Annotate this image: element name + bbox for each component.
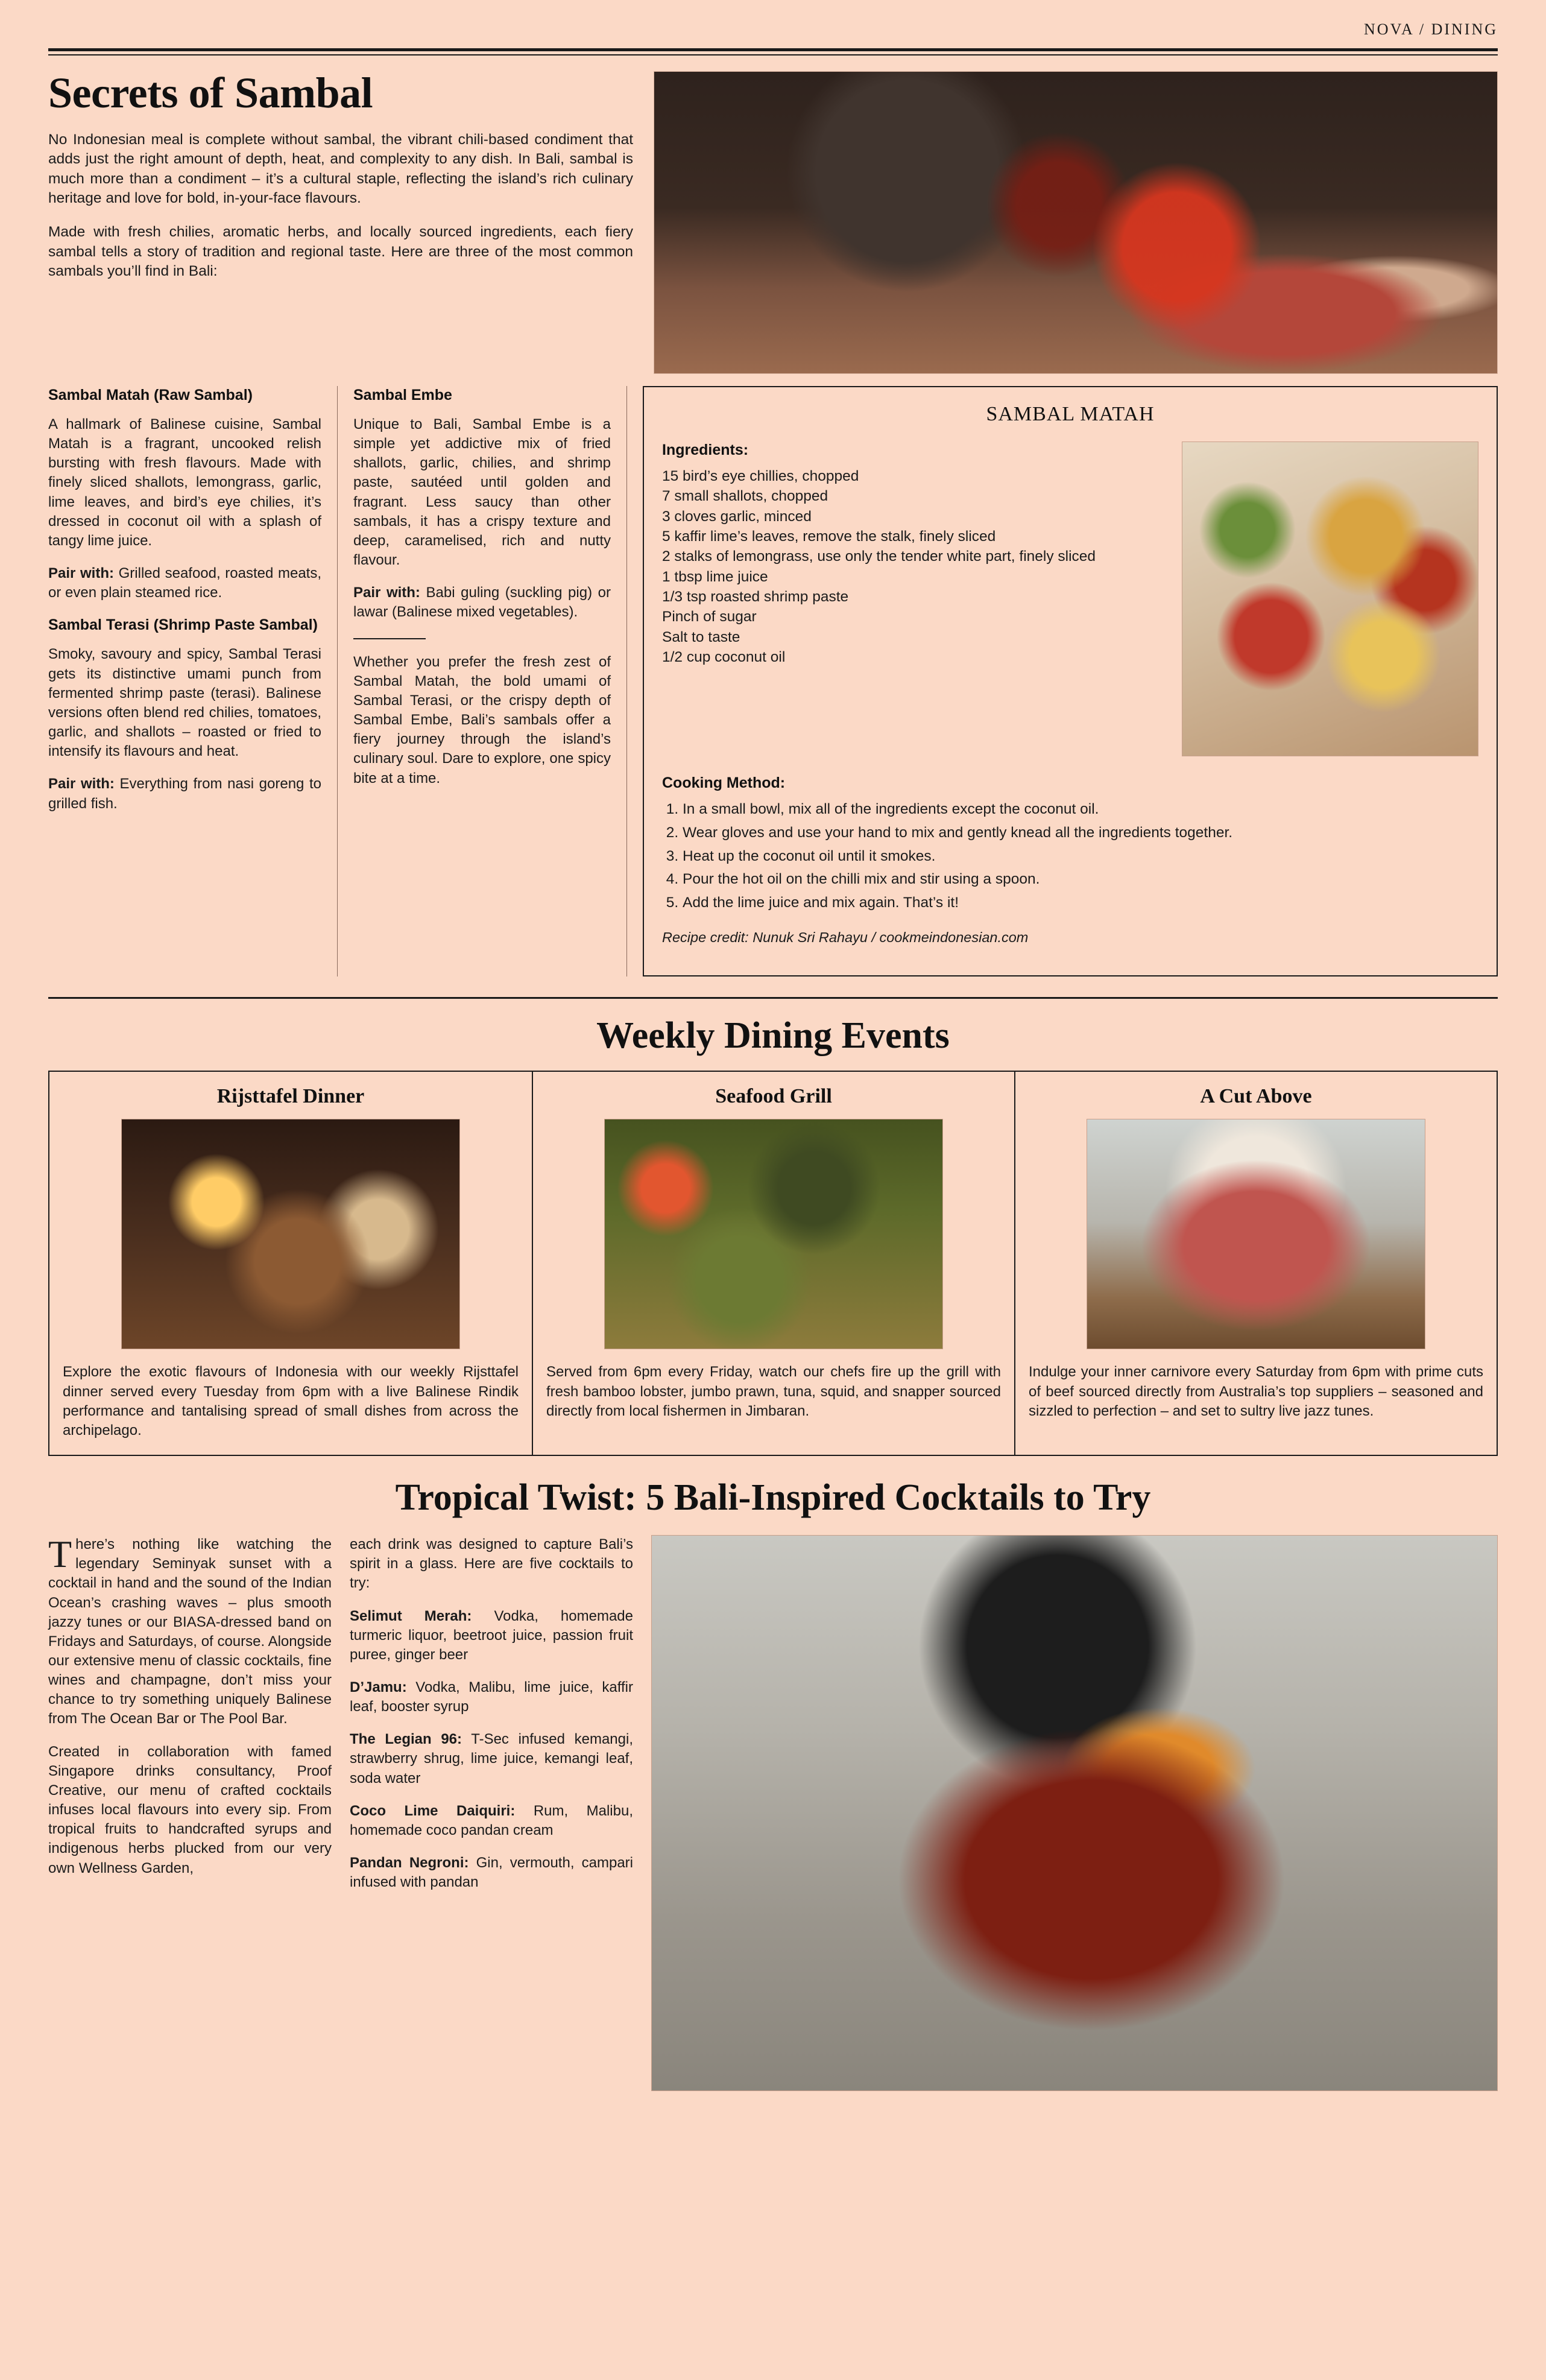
beef-rack-photo [1087, 1119, 1425, 1349]
event-title: A Cut Above [1200, 1085, 1312, 1108]
cocktails-column-one [48, 1535, 332, 2091]
sambal-matah-pairing [48, 564, 321, 603]
list-item: 1. In a small bowl, mix all of the ingredients except the coconut oil. [683, 799, 1478, 820]
cocktails-section-title: Tropical Twist: 5 Bali-Inspired Cocktails to Try [395, 1477, 1151, 1519]
list-item: 4. Pour the hot oil on the chilli mix and stir using a spoon. [683, 869, 1478, 890]
recipe-body [662, 442, 1478, 756]
events-section-rule [48, 997, 1498, 999]
pair-text: Babi guling (suckling pig) or lawar (Balinese mixed vegetables). [353, 584, 611, 621]
masthead-label: NOVA / DINING [1364, 21, 1498, 38]
cocktail-item-pandan-negroni [350, 1853, 633, 1892]
list-item: 5. Add the lime juice and mix again. That’s it! [683, 893, 1478, 914]
list-item: Salt to taste [662, 628, 740, 645]
masthead-rule-thick [48, 48, 1498, 51]
event-description: Served from 6pm every Friday, watch our chefs fire up the grill with fresh bamboo lobster, jumbo prawn, tuna, squid, and snapper sourced directly from local fishermen in Jimbaran. [546, 1364, 1001, 1419]
cocktail-glass-photo [651, 1535, 1498, 2091]
sambal-column-one [48, 386, 338, 976]
cocktails-column-two [350, 1535, 633, 2091]
list-item: 1/3 tsp roasted shrimp paste [662, 588, 849, 605]
events-section-title: Weekly Dining Events [596, 1015, 950, 1057]
column-divider [353, 638, 426, 639]
sambal-chilies-photo [654, 71, 1498, 374]
sambal-matah-heading: Sambal Matah (Raw Sambal) [48, 387, 253, 404]
event-card-a-cut-above [1014, 1072, 1497, 1455]
cocktail-desc: Vodka, homemade turmeric liquor, beetroot juice, passion fruit puree, ginger beer [350, 1607, 633, 1663]
sambal-embe-pairing [353, 583, 611, 622]
cocktail-item-selimut-merah [350, 1607, 633, 1665]
seafood-grill-photo [604, 1119, 943, 1349]
list-item: 7 small shallots, chopped [662, 488, 828, 505]
ingredients-label: Ingredients: [662, 442, 749, 458]
method-list [662, 799, 1478, 914]
sambal-column-two [338, 386, 627, 976]
method-label: Cooking Method: [662, 774, 786, 791]
cocktail-name: Coco Lime Daiquiri: [350, 1802, 516, 1819]
cocktail-item-the-legian-96 [350, 1730, 633, 1788]
cocktail-desc: T-Sec infused kemangi, strawberry shrug, lime juice, kemangi leaf, soda water [350, 1731, 633, 1787]
list-item: 1/2 cup coconut oil [662, 648, 786, 665]
sambal-embe-heading: Sambal Embe [353, 387, 452, 404]
event-title: Seafood Grill [715, 1085, 832, 1108]
event-card-rijsttafel [49, 1072, 532, 1455]
cocktails-article [48, 1535, 1498, 2091]
cocktail-desc: Vodka, Malibu, lime juice, kaffir leaf, booster syrup [350, 1679, 633, 1715]
list-item: Pinch of sugar [662, 609, 757, 625]
cocktail-name: The Legian 96: [350, 1731, 462, 1748]
sambal-intro-column [48, 71, 633, 374]
cocktails-paragraph-2: Created in collaboration with famed Singapore drinks consultancy, Proof Creative, our menu of crafted cocktails infuses local flavours into every sip. From tropical fruits to handcrafted syrups and indigenous herbs plucked from our very own Wellness Garden, [48, 1743, 332, 1876]
cocktail-desc: Rum, Malibu, homemade coco pandan cream [350, 1802, 634, 1838]
sambal-embe-body: Unique to Bali, Sambal Embe is a simple yet addictive mix of fried shallots, garlic, chilies, and shrimp paste, sautéed until golden and fragrant. Less saucy than other sambals, it has a crispy texture and deep, caramelised, rich and nutty flavour. [353, 416, 611, 569]
cocktail-name: D’Jamu: [350, 1679, 407, 1695]
sambal-terasi-pairing [48, 774, 321, 813]
cocktail-item-coco-lime-daiquiri [350, 1802, 633, 1840]
cocktails-paragraph-1: There’s nothing like watching the legendary Seminyak sunset with a cocktail in hand and the sound of the Indian Ocean’s crashing waves – plus smooth jazzy tunes or our BIASA-dressed band on Fridays and Saturdays, of course. Alongside our extensive menu of classic cocktails, fine wines and champagne, don’t miss your chance to try something uniquely Balinese from The Ocean Bar or The Pool Bar. [48, 1533, 332, 1727]
ingredients-block [662, 442, 1165, 756]
list-item: 15 bird’s eye chillies, chopped [662, 468, 859, 484]
cocktail-name: Selimut Merah: [350, 1607, 472, 1624]
sambal-intro-paragraph-2: Made with fresh chilies, aromatic herbs, and locally sourced ingredients, each fiery sambal tells a story of tradition and regional taste. Here are three of the most common sambals you’ll find in Bali: [48, 224, 633, 279]
list-item: 5 kaffir lime’s leaves, remove the stalk, finely sliced [662, 528, 996, 545]
rijsttafel-table-photo [121, 1119, 460, 1349]
recipe-title: SAMBAL MATAH [986, 403, 1155, 425]
pair-text: Everything from nasi goreng to grilled fish. [48, 776, 321, 812]
sambal-closing-body: Whether you prefer the fresh zest of Sambal Matah, the bold umami of Sambal Terasi, or the crispy depth of Sambal Embe, Bali’s sambals offer a fiery journey through the island’s culinary soul. Dare to explore, one spicy bite at a time. [353, 653, 611, 786]
list-item: 2 stalks of lemongrass, use only the tender white part, finely sliced [662, 548, 1096, 565]
event-card-seafood-grill [532, 1072, 1014, 1455]
event-title: Rijsttafel Dinner [216, 1085, 365, 1108]
sambal-detail-columns [48, 386, 1498, 976]
cocktail-item-djamu [350, 1678, 633, 1717]
list-item: 3 cloves garlic, minced [662, 508, 812, 525]
recipe-credit: Recipe credit: Nunuk Sri Rahayu / cookmeindonesian.com [662, 929, 1029, 945]
cocktails-paragraph-3: each drink was designed to capture Bali’s spirit in a glass. Here are five cocktails to try: [350, 1536, 633, 1592]
pair-label: Pair with: [48, 565, 114, 582]
cocktail-name: Pandan Negroni: [350, 1855, 469, 1872]
recipe-box [643, 386, 1498, 976]
event-description: Explore the exotic flavours of Indonesia with our weekly Rijsttafel dinner served every Tuesday from 6pm with a live Balinese Rindik performance and tantalising spread of small dishes from across the archipelago. [63, 1364, 519, 1438]
ingredients-list [662, 466, 1165, 667]
cocktail-desc: Gin, vermouth, campari infused with pandan [350, 1855, 633, 1891]
pair-text: Grilled seafood, roasted meats, or even plain steamed rice. [48, 565, 322, 601]
sambal-matah-body: A hallmark of Balinese cuisine, Sambal Matah is a fragrant, uncooked relish bursting with fresh flavours. Made with finely sliced shallots, lemongrass, garlic, lime leaves, and bird’s eye chilies, it’s dressed in coconut oil with a splash of tangy lime juice. [48, 416, 321, 549]
sambal-terasi-body: Smoky, savoury and spicy, Sambal Terasi gets its distinctive umami punch from fermented shrimp paste (terasi). Balinese versions often blend red chilies, tomatoes, garlic, and shallots – roasted or fried to intensify its flavours and heat. [48, 646, 321, 760]
list-item: 2. Wear gloves and use your hand to mix and gently knead all the ingredients together. [683, 823, 1478, 844]
masthead [48, 0, 1498, 39]
sambal-matah-dishes-photo [1182, 442, 1478, 756]
event-description: Indulge your inner carnivore every Saturday from 6pm with prime cuts of beef sourced directly from Australia’s top suppliers – seasoned and sizzled to perfection – and set to sultry live jazz tunes. [1029, 1364, 1483, 1419]
events-grid [48, 1071, 1498, 1456]
sambal-article [48, 71, 1498, 374]
page-title: Secrets of Sambal [48, 69, 373, 117]
sambal-intro-paragraph-1: No Indonesian meal is complete without sambal, the vibrant chili-based condiment that adds just the right amount of depth, heat, and complexity to any dish. In Bali, sambal is much more than a condiment – it’s a cultural staple, reflecting the island’s rich culinary heritage and love for bold, in-your-face flavours. [48, 131, 633, 206]
list-item: 1 tbsp lime juice [662, 568, 768, 585]
recipe-column [627, 386, 1498, 976]
pair-label: Pair with: [48, 776, 115, 793]
pair-label: Pair with: [353, 584, 420, 601]
list-item: 3. Heat up the coconut oil until it smokes. [683, 846, 1478, 867]
sambal-terasi-heading: Sambal Terasi (Shrimp Paste Sambal) [48, 616, 318, 634]
masthead-rule-thin [48, 54, 1498, 55]
